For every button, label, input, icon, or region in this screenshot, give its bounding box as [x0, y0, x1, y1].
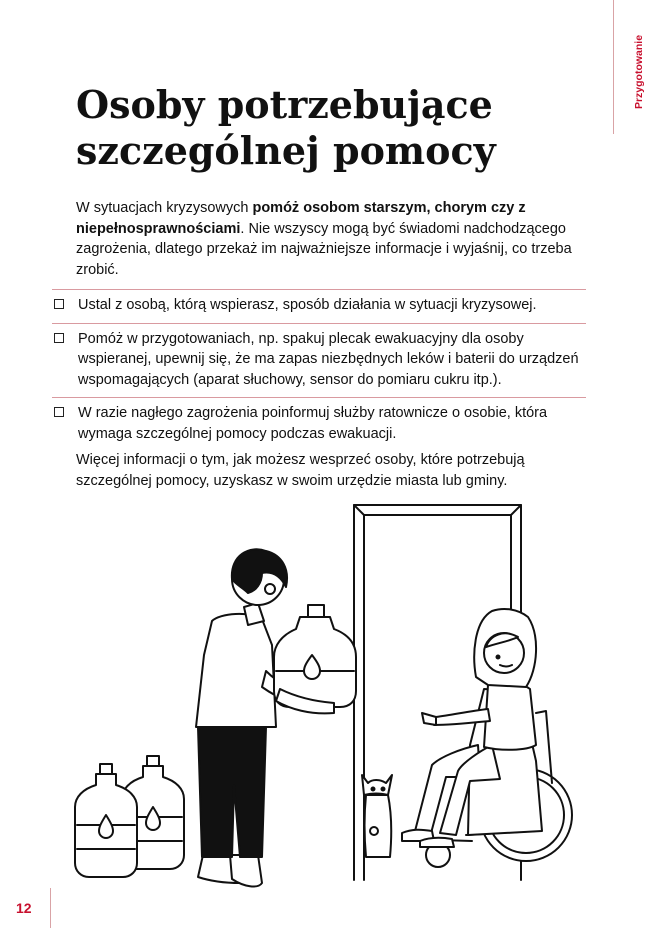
checkbox[interactable]: [54, 299, 64, 309]
man-helper-drawing: [196, 549, 356, 886]
cat-drawing: [362, 775, 392, 857]
intro-text-1: W sytuacjach kryzysowych: [76, 200, 253, 216]
page-title: [76, 82, 496, 174]
checklist-item-text: W razie nagłego zagrożenia poinformuj służby ratownicze o osobie, która wymaga szczególnej pomocy podczas ewakuacji.: [78, 405, 548, 442]
more-info-paragraph: Więcej informacji o tym, jak możesz wesprzeć osoby, które potrzebują szczególnej pomocy, uzyskasz w swoim urzędzie miasta lub gminy.: [76, 452, 525, 489]
water-bottles-drawing: [75, 756, 184, 877]
checkbox[interactable]: [54, 407, 64, 417]
intro-paragraph: [76, 198, 596, 280]
intro-text-3: . Nie wszyscy mogą być świadomi nadchodzącego zagrożenia, dlatego przekaż im najważniejsze informacje i wyjaśnij, co trzeba zrobić.: [76, 220, 572, 278]
checklist-item: [52, 289, 586, 323]
checklist-item-text: Pomóż w przygotowaniach, np. spakuj plecak ewakuacyjny dla osoby wspieranej, upewnij się, że ma zapas niezbędnych leków i baterii do urządzeń wspomagających (aparat słuchowy, sensor do pomiaru cukru itp.).: [78, 330, 579, 388]
checkbox[interactable]: [54, 333, 64, 343]
footer-divider: [50, 888, 51, 928]
woman-wheelchair-drawing: [402, 609, 572, 867]
checklist-item-text: Ustal z osobą, którą wspierasz, sposób działania w sytuacji kryzysowej.: [78, 297, 537, 313]
side-divider: [613, 0, 614, 134]
checklist: [52, 289, 586, 444]
title-line-2: szczególnej pomocy: [76, 128, 496, 173]
intro-bold-1: pomóż osobom starszym, chorym: [252, 200, 487, 216]
page-number: 12: [16, 900, 32, 916]
checklist-item: [52, 323, 586, 398]
intro-bold-2: czy z niepełnosprawnościami: [76, 200, 526, 237]
title-line-1: Osoby potrzebujące: [76, 82, 493, 127]
section-label: Przygotowanie: [633, 34, 645, 110]
checklist-item: [52, 397, 586, 444]
illustration: [0, 495, 664, 895]
